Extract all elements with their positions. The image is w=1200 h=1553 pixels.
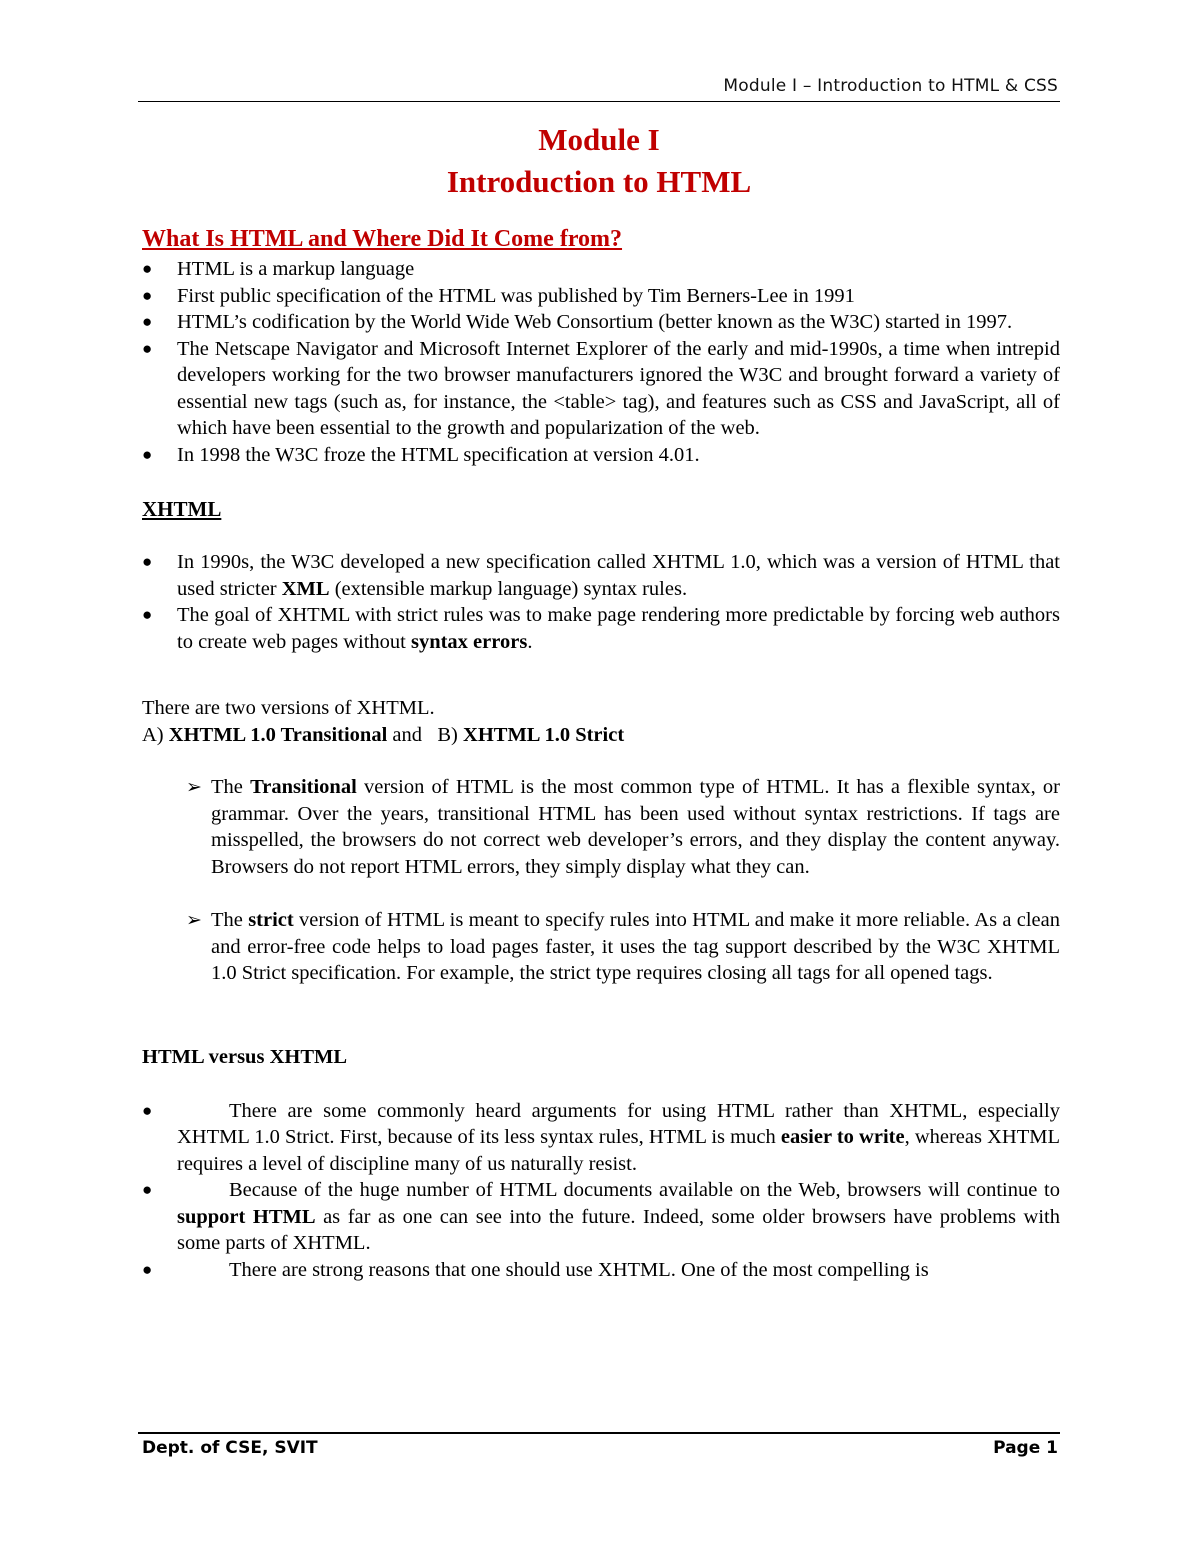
footer-rule <box>138 1432 1060 1434</box>
list-item: ● There are some commonly heard arguments for using HTML rather than XHTML, especially XHTML 1.0 Strict. First, because of its less syntax rules, HTML is much easier to write, whereas XHTML requires a level of discipline many of us naturally resist. <box>142 1099 1060 1175</box>
footer-department: Dept. of CSE, SVIT <box>142 1438 318 1458</box>
bullet-icon: ● <box>142 285 153 305</box>
list-item: ● First public specification of the HTML was published by Tim Berners-Lee in 1991 <box>142 283 1060 310</box>
list-item: ● The goal of XHTML with strict rules was to make page rendering more predictable by forcing web authors to create web pages without syntax errors. <box>142 604 1060 653</box>
versions-intro: There are two versions of XHTML. <box>142 697 435 719</box>
arrow-bullet-icon: ➢ <box>186 909 202 931</box>
bullet-icon: ● <box>142 1100 153 1120</box>
list-item: ● In 1998 the W3C froze the HTML specification at version 4.01. <box>142 442 1060 469</box>
list-item: ● HTML is a markup language <box>142 256 1060 283</box>
footer-page-number: Page 1 <box>993 1438 1058 1458</box>
page-content <box>142 222 1060 1283</box>
bullet-icon: ● <box>142 444 153 464</box>
html-origin-list <box>142 256 1060 468</box>
list-item: ● Because of the huge number of HTML documents available on the Web, browsers will continue to support HTML as far as one can see into the future. Indeed, some older browsers have problems with some parts of XHTML. <box>142 1179 1060 1254</box>
bullet-icon: ● <box>142 605 153 624</box>
list-item: ➢ The Transitional version of HTML is the most common type of HTML. It has a flexible syntax, or grammar. Over the years, transitional HTML has been used without syntax restrictions. If tags are misspelled, the browsers do not correct web developer’s errors, and they display the content anyway. Browsers do not report HTML errors, they simply display what they can. <box>186 776 1060 878</box>
xhtml-list <box>142 549 1060 655</box>
bullet-icon: ● <box>142 1259 153 1279</box>
bullet-icon: ● <box>142 312 153 331</box>
bullet-icon: ● <box>142 259 153 278</box>
list-item: ● There are strong reasons that one should use XHTML. One of the most compelling is <box>142 1257 1060 1284</box>
bullet-icon: ● <box>142 338 153 358</box>
versions-line: A) XHTML 1.0 Transitional and B) XHTML 1.0 Strict <box>142 723 625 746</box>
module-title: Module I <box>538 122 660 157</box>
section-heading-xhtml: XHTML <box>142 497 222 521</box>
list-item: ● HTML’s codification by the World Wide Web Consortium (better known as the W3C) started in 1997. <box>142 309 1060 336</box>
arrow-bullet-icon: ➢ <box>186 776 202 798</box>
section-heading-html-vs-xhtml: HTML versus XHTML <box>142 1045 348 1068</box>
list-item: ➢ The strict version of HTML is meant to specify rules into HTML and make it more reliable. As a clean and error-free code helps to load pages faster, it uses the tag support described by the W3C XHTML 1.0 Strict specification. For example, the strict type requires closing all tags for all opened tags. <box>186 909 1060 984</box>
html-vs-xhtml-list <box>142 1098 1060 1284</box>
bullet-icon: ● <box>142 1180 153 1199</box>
list-item: ● The Netscape Navigator and Microsoft Internet Explorer of the early and mid-1990s, a time when intrepid developers working for the two browser manufacturers ignored the W3C and brought forward a variety of essential new tags (such as, for instance, the <table> tag), and features such as CSS and JavaScript, all of which have been essential to the growth and popularization of the web. <box>142 337 1060 439</box>
section-heading-html-origin: What Is HTML and Where Did It Come from? <box>142 226 623 252</box>
xhtml-versions-list <box>142 774 1060 987</box>
module-subtitle: Introduction to HTML <box>446 164 752 199</box>
header-rule <box>138 101 1060 102</box>
list-item: ● In 1990s, the W3C developed a new specification called XHTML 1.0, which was a version of HTML that used stricter XML (extensible markup language) syntax rules. <box>142 551 1060 600</box>
bullet-icon: ● <box>142 552 153 571</box>
running-header: Module I – Introduction to HTML & CSS <box>723 76 1058 96</box>
